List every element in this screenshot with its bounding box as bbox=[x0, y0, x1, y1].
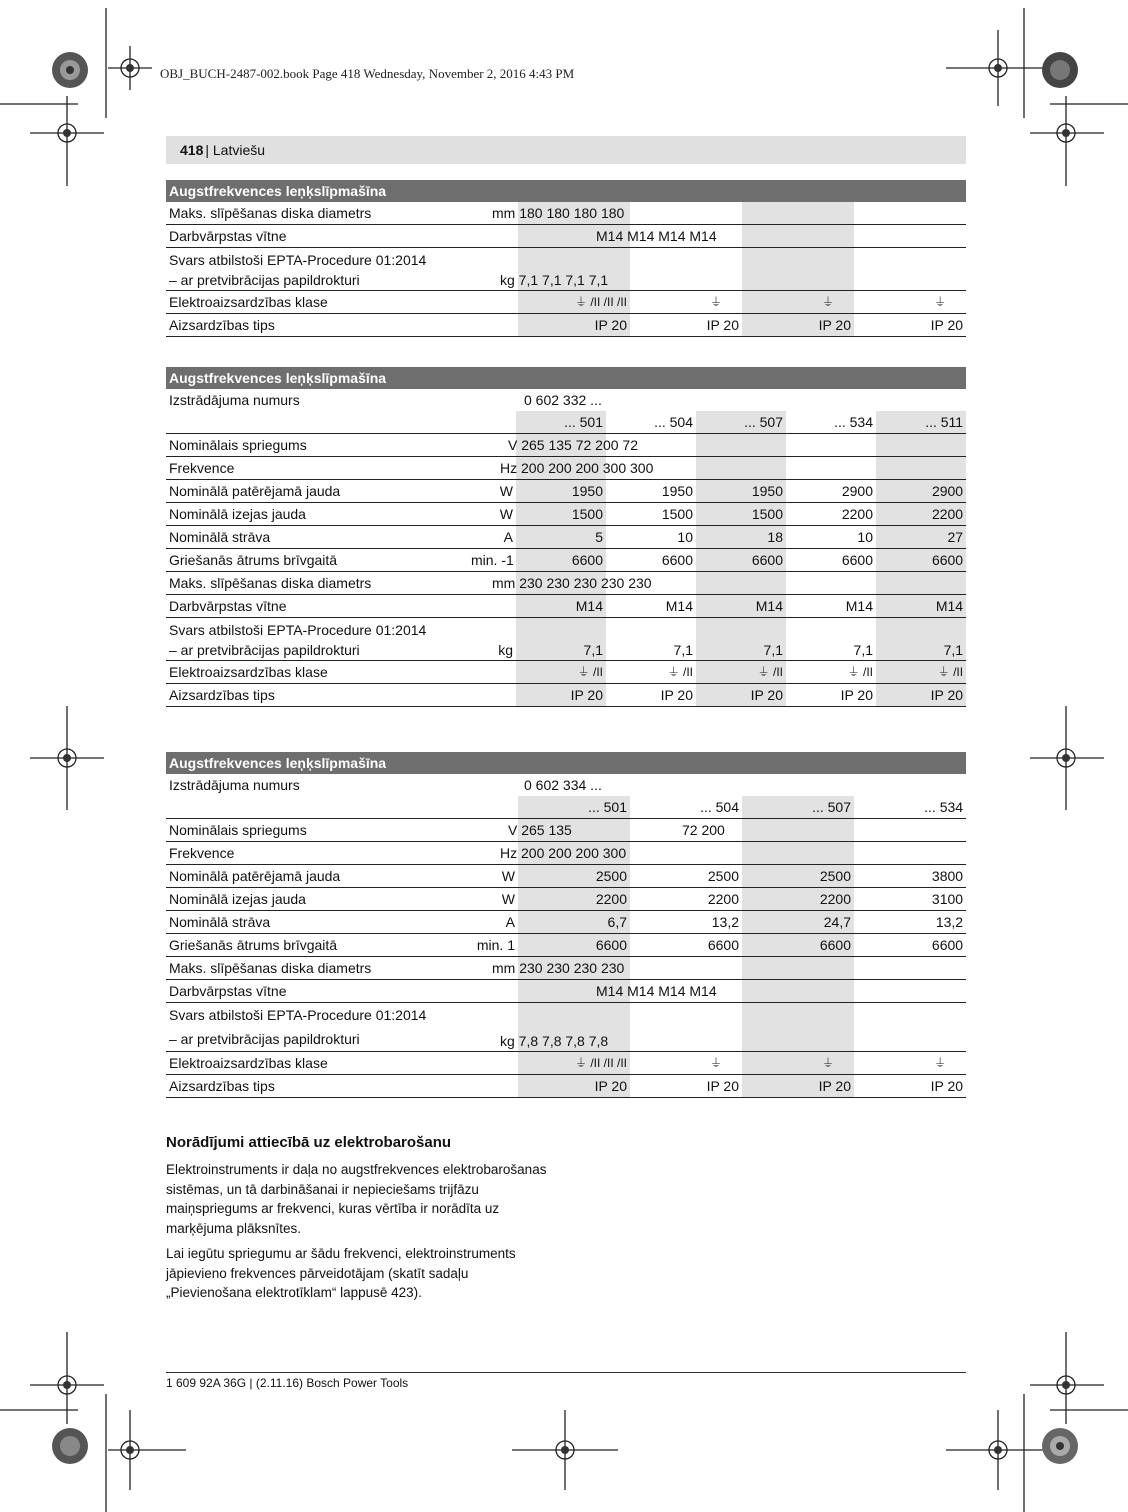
spec-table-2 bbox=[166, 367, 966, 707]
table-row bbox=[166, 618, 966, 661]
paragraph: Elektroinstruments ir daļa no augstfrekvences elektrobarošanas sistēmas, un tā darbināšanai ir nepieciešams trijfāzu maiņspriegums ar frekvenci, kuras vērtība ir norādīta uz marķējuma plāksnītes. bbox=[166, 1162, 547, 1236]
protection-type-value: IP 20 bbox=[606, 684, 696, 707]
table-row bbox=[166, 314, 966, 337]
row-unit: min. 1 bbox=[468, 934, 518, 957]
table-row bbox=[166, 911, 966, 934]
protection-type-value: IP 20 bbox=[742, 1075, 854, 1098]
cell-value: M14 bbox=[516, 595, 606, 618]
table-row bbox=[166, 774, 966, 796]
table-row bbox=[166, 526, 966, 549]
table-row bbox=[166, 202, 966, 225]
row-value: V 265 135 bbox=[468, 819, 630, 842]
cell-value: 5 bbox=[516, 526, 606, 549]
protection-type-value: IP 20 bbox=[630, 1075, 742, 1098]
table-row bbox=[166, 819, 966, 842]
row-label: Elektroaizsardzības klase bbox=[166, 1052, 468, 1075]
table-row bbox=[166, 1075, 966, 1098]
row-value: mm 230 230 230 230 bbox=[468, 957, 966, 980]
row-label: Griešanās ātrums brīvgaitā bbox=[166, 549, 468, 572]
table-row bbox=[166, 980, 966, 1003]
cell-value: 2900 bbox=[786, 480, 876, 503]
table-row bbox=[166, 434, 966, 457]
row-unit: W bbox=[468, 503, 516, 526]
row-value: Hz 200 200 200 300 300 bbox=[468, 457, 966, 480]
cell-value: M14 bbox=[786, 595, 876, 618]
table-row bbox=[166, 957, 966, 980]
row-label-line2: – ar pretvibrācijas papildrokturi bbox=[169, 642, 360, 658]
table-row bbox=[166, 796, 966, 819]
row-label-line1: Svars atbilstoši EPTA-Procedure 01:2014 bbox=[169, 1007, 427, 1023]
protection-type-value: IP 20 bbox=[518, 314, 630, 337]
protection-type-value: IP 20 bbox=[854, 314, 966, 337]
protection-class-value: ⏚ /II /II /II bbox=[518, 1052, 630, 1075]
cell-value: 1950 bbox=[696, 480, 786, 503]
protection-class-value: ⏚ /II bbox=[786, 661, 876, 684]
row-label bbox=[166, 1003, 468, 1052]
row-label: Maks. slīpēšanas diska diametrs bbox=[166, 957, 468, 980]
cell-value: 18 bbox=[696, 526, 786, 549]
row-value: mm 180 180 180 180 bbox=[468, 202, 966, 225]
variant-label: ... 534 bbox=[854, 796, 966, 819]
row-label: Frekvence bbox=[166, 842, 468, 865]
protection-class-value: ⏚ /II bbox=[606, 661, 696, 684]
table-row bbox=[166, 661, 966, 684]
row-label: Darbvārpstas vītne bbox=[166, 225, 468, 248]
cell-value: 6600 bbox=[854, 934, 966, 957]
row-label-line1: Svars atbilstoši EPTA-Procedure 01:2014 bbox=[169, 622, 427, 638]
page-number: 418 bbox=[180, 142, 204, 158]
table-row bbox=[166, 503, 966, 526]
row-label: Frekvence bbox=[166, 457, 468, 480]
protection-type-value: IP 20 bbox=[518, 1075, 630, 1098]
row-value: Hz 200 200 200 300 bbox=[468, 842, 966, 865]
row-label: Maks. slīpēšanas diska diametrs bbox=[166, 202, 468, 225]
cell-value: 6600 bbox=[742, 934, 854, 957]
row-label: Darbvārpstas vītne bbox=[166, 980, 468, 1003]
cell-value: 2200 bbox=[742, 888, 854, 911]
cell-value: 1950 bbox=[606, 480, 696, 503]
row-value: mm 230 230 230 230 230 bbox=[468, 572, 966, 595]
table-row bbox=[166, 888, 966, 911]
protection-type-value: IP 20 bbox=[742, 314, 854, 337]
table-title: Augstfrekvences leņķslīpmašīna bbox=[166, 367, 966, 389]
product-prefix: 0 602 334 ... bbox=[524, 777, 602, 793]
variant-label: ... 501 bbox=[518, 796, 630, 819]
page-footer: 1 609 92A 36G | (2.11.16) Bosch Power Tools bbox=[166, 1376, 409, 1390]
variant-label: ... 507 bbox=[742, 796, 854, 819]
page-language: | Latviešu bbox=[205, 142, 266, 158]
row-label: Elektroaizsardzības klase bbox=[166, 291, 468, 314]
protection-type-value: IP 20 bbox=[876, 684, 966, 707]
protection-class-value: ⏚ bbox=[854, 291, 966, 314]
protection-class-value: ⏚ /II bbox=[876, 661, 966, 684]
variant-label: ... 504 bbox=[606, 411, 696, 434]
row-label: Izstrādājuma numurs bbox=[169, 392, 300, 408]
cell-value: 7,1 bbox=[786, 618, 876, 661]
cell-value: 7,1 bbox=[516, 618, 606, 661]
print-header: OBJ_BUCH-2487-002.book Page 418 Wednesday, November 2, 2016 4:43 PM bbox=[160, 66, 575, 81]
cell-value: 3800 bbox=[854, 865, 966, 888]
table-row bbox=[166, 248, 966, 291]
cell-value: 7,1 bbox=[696, 618, 786, 661]
protection-type-value: IP 20 bbox=[786, 684, 876, 707]
table-row bbox=[166, 457, 966, 480]
row-label: Aizsardzības tips bbox=[166, 1075, 468, 1098]
row-unit: W bbox=[468, 865, 518, 888]
row-unit: W bbox=[468, 480, 516, 503]
table-row bbox=[166, 684, 966, 707]
row-label: Griešanās ātrums brīvgaitā bbox=[166, 934, 468, 957]
row-label-line2: – ar pretvibrācijas papildrokturi bbox=[169, 272, 360, 288]
row-label: Nominālā strāva bbox=[166, 911, 468, 934]
variant-label: ... 511 bbox=[876, 411, 966, 434]
protection-class-value: ⏚ /II /II /II bbox=[518, 291, 630, 314]
row-label: Nominālais spriegums bbox=[166, 434, 468, 457]
footer-divider bbox=[166, 1372, 966, 1373]
row-value: kg 7,8 7,8 7,8 7,8 bbox=[468, 1003, 966, 1052]
table-row bbox=[166, 842, 966, 865]
cell-value: 6600 bbox=[876, 549, 966, 572]
cell-value: 6600 bbox=[696, 549, 786, 572]
spec-table-1 bbox=[166, 180, 966, 337]
cell-value: 27 bbox=[876, 526, 966, 549]
row-label: Nominālā izejas jauda bbox=[166, 503, 468, 526]
cell-value: 1950 bbox=[516, 480, 606, 503]
cell-value: 2200 bbox=[876, 503, 966, 526]
protection-class-value: ⏚ bbox=[742, 1052, 854, 1075]
row-value: M14 M14 M14 M14 bbox=[468, 980, 966, 1003]
cell-value: 2200 bbox=[518, 888, 630, 911]
row-label: Maks. slīpēšanas diska diametrs bbox=[166, 572, 468, 595]
page-header bbox=[166, 136, 966, 164]
cell-value: 1500 bbox=[516, 503, 606, 526]
cell-value: 6600 bbox=[786, 549, 876, 572]
row-unit: kg bbox=[468, 618, 516, 661]
protection-type-value: IP 20 bbox=[854, 1075, 966, 1098]
row-label: Nominālā izejas jauda bbox=[166, 888, 468, 911]
table-title-row bbox=[166, 367, 966, 389]
cell-value: 6600 bbox=[516, 549, 606, 572]
table-row bbox=[166, 389, 966, 411]
product-prefix: 0 602 332 ... bbox=[524, 392, 602, 408]
row-label: Darbvārpstas vītne bbox=[166, 595, 468, 618]
cell-value: 1500 bbox=[606, 503, 696, 526]
row-value: kg 7,1 7,1 7,1 7,1 bbox=[468, 248, 966, 291]
row-label: Nominālā strāva bbox=[166, 526, 468, 549]
table-row bbox=[166, 291, 966, 314]
table-row bbox=[166, 411, 966, 434]
cell-value: 6600 bbox=[606, 549, 696, 572]
cell-value: 24,7 bbox=[742, 911, 854, 934]
protection-type-value: IP 20 bbox=[696, 684, 786, 707]
cell-value: 2500 bbox=[518, 865, 630, 888]
protection-class-value: ⏚ bbox=[742, 291, 854, 314]
row-value: 72 200 bbox=[630, 819, 966, 842]
table-row bbox=[166, 1003, 966, 1052]
row-label: Nominālā patērējamā jauda bbox=[166, 865, 468, 888]
row-label bbox=[166, 248, 468, 291]
cell-value: 6,7 bbox=[518, 911, 630, 934]
protection-type-value: IP 20 bbox=[630, 314, 742, 337]
cell-value: 13,2 bbox=[854, 911, 966, 934]
table-title: Augstfrekvences leņķslīpmašīna bbox=[166, 752, 966, 774]
paragraph: Lai iegūtu spriegumu ar šādu frekvenci, elektroinstruments jāpievieno frekvences pārveidotājam (skatīt sadaļu „Pievienošana elektrotīklam“ lappusē 423). bbox=[166, 1246, 516, 1300]
cell-value: 2200 bbox=[786, 503, 876, 526]
row-label: Nominālā patērējamā jauda bbox=[166, 480, 468, 503]
row-value: V 265 135 72 200 72 bbox=[468, 434, 966, 457]
section-heading: Norādījumi attiecībā uz elektrobarošanu bbox=[166, 1134, 452, 1151]
table-row bbox=[166, 549, 966, 572]
cell-value: 10 bbox=[606, 526, 696, 549]
table-title: Augstfrekvences leņķslīpmašīna bbox=[166, 180, 966, 202]
row-value: M14 M14 M14 M14 bbox=[468, 225, 966, 248]
cell-value: 1500 bbox=[696, 503, 786, 526]
table-row bbox=[166, 865, 966, 888]
cell-value: 6600 bbox=[518, 934, 630, 957]
row-unit: W bbox=[468, 888, 518, 911]
row-label: Elektroaizsardzības klase bbox=[166, 661, 468, 684]
cell-value: 10 bbox=[786, 526, 876, 549]
row-label: Izstrādājuma numurs bbox=[169, 777, 300, 793]
table-row bbox=[166, 1052, 966, 1075]
cell-value: 6600 bbox=[630, 934, 742, 957]
cell-value: 2900 bbox=[876, 480, 966, 503]
row-label bbox=[166, 618, 468, 661]
variant-label: ... 501 bbox=[516, 411, 606, 434]
cell-value: M14 bbox=[606, 595, 696, 618]
protection-class-value: ⏚ bbox=[854, 1052, 966, 1075]
protection-class-value: ⏚ /II bbox=[516, 661, 606, 684]
table-title-row bbox=[166, 180, 966, 202]
row-unit: min. -1 bbox=[468, 549, 516, 572]
cell-value: M14 bbox=[876, 595, 966, 618]
table-row bbox=[166, 934, 966, 957]
table-row bbox=[166, 572, 966, 595]
row-unit: A bbox=[468, 911, 518, 934]
variant-label: ... 504 bbox=[630, 796, 742, 819]
protection-class-value: ⏚ bbox=[630, 1052, 742, 1075]
protection-type-value: IP 20 bbox=[516, 684, 606, 707]
table-title-row bbox=[166, 752, 966, 774]
cell-value: 2500 bbox=[742, 865, 854, 888]
table-row bbox=[166, 595, 966, 618]
table-row bbox=[166, 480, 966, 503]
row-label: Aizsardzības tips bbox=[166, 314, 468, 337]
cell-value: 7,1 bbox=[876, 618, 966, 661]
cell-value: 2500 bbox=[630, 865, 742, 888]
table-row bbox=[166, 225, 966, 248]
protection-class-value: ⏚ /II bbox=[696, 661, 786, 684]
row-label: Nominālais spriegums bbox=[166, 819, 468, 842]
spec-table-3 bbox=[166, 752, 966, 1098]
cell-value: 13,2 bbox=[630, 911, 742, 934]
row-label: Aizsardzības tips bbox=[166, 684, 468, 707]
variant-label: ... 534 bbox=[786, 411, 876, 434]
cell-value: 7,1 bbox=[606, 618, 696, 661]
cell-value: 2200 bbox=[630, 888, 742, 911]
variant-label: ... 507 bbox=[696, 411, 786, 434]
row-unit: A bbox=[468, 526, 516, 549]
row-label-line2: – ar pretvibrācijas papildrokturi bbox=[169, 1031, 360, 1047]
cell-value: M14 bbox=[696, 595, 786, 618]
protection-class-value: ⏚ bbox=[630, 291, 742, 314]
row-label-line1: Svars atbilstoši EPTA-Procedure 01:2014 bbox=[169, 252, 427, 268]
cell-value: 3100 bbox=[854, 888, 966, 911]
